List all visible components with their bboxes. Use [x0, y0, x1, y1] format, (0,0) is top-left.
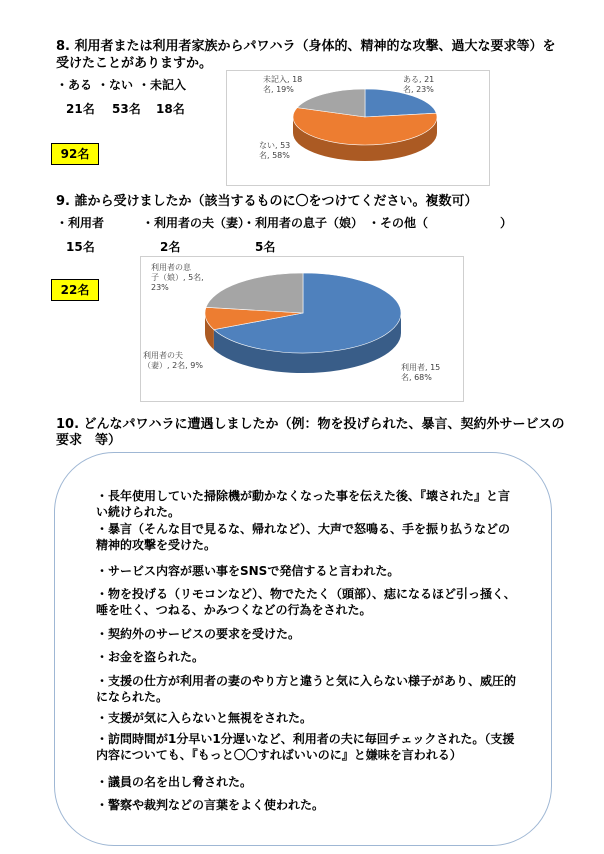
- q8-pie-chart: [226, 70, 490, 186]
- q9-pie-slice-2: [206, 273, 303, 313]
- q10-item-11: ・警察や裁判などの言葉をよく使われた。: [96, 798, 325, 812]
- q9-option-other: ・その他（: [368, 216, 429, 230]
- q9-title: 9. 誰から受けましたか（該当するものに〇をつけてください。複数可）: [56, 194, 478, 209]
- q8-label-nai: ない, 53 名, 58%: [259, 141, 291, 160]
- q10-item-4: ・物を投げる（リモコンなど）、物でたたく（頭部）、痣になるほど引っ掻く、唾を吐く、つねる、かみつくなどの行為をされた。: [96, 587, 516, 617]
- q9-label-spouse: 利用者の夫 （妻）, 2名, 9%: [143, 351, 203, 370]
- q9-total-badge: 22名: [51, 279, 99, 301]
- q9-count-spouse: 2名: [160, 240, 181, 254]
- q9-pie-chart: [140, 256, 464, 402]
- q8-count-aru: 21名: [66, 102, 95, 116]
- q10-item-1: ・長年使用していた掃除機が動かなくなった事を伝えた後、『壊された』と言い続けられた。: [96, 489, 511, 519]
- q9-count-child: 5名: [255, 240, 276, 254]
- q9-label-user: 利用者, 15 名, 68%: [401, 363, 441, 382]
- q8-label-mikinyu: 未記入, 18 名, 19%: [263, 75, 303, 94]
- q9-option-spouse: ・利用者の夫（妻）: [142, 216, 251, 230]
- q8-total-badge: 92名: [51, 143, 99, 165]
- q10-item-9: ・訪問時間が1分早い1分遅いなど、利用者の夫に毎回チェックされた。（支援内容についても、『もっと〇〇すればいいのに』と嫌味を言われる）: [96, 732, 515, 762]
- q10-item-3: ・サービス内容が悪い事をSNSで発信すると言われた。: [96, 564, 400, 578]
- q9-option-child: ・利用者の息子（娘）: [243, 216, 364, 230]
- q9-label-child: 利用者の息 子（娘）, 5名, 23%: [151, 263, 204, 292]
- q10-item-6: ・お金を盗られた。: [96, 650, 205, 664]
- q9-option-user: ・利用者: [56, 216, 105, 230]
- q8-title-line1: 8. 利用者または利用者家族からパワハラ（身体的、精神的な攻撃、過大な要求等）を: [56, 39, 556, 54]
- q8-option-aru: ・ある: [56, 78, 93, 92]
- q8-count-mikinyu: 18名: [156, 102, 185, 116]
- q8-option-mikinyu: ・未記入: [138, 78, 187, 92]
- q10-item-8: ・支援が気に入らないと無視をされた。: [96, 711, 313, 725]
- q9-count-user: 15名: [66, 240, 95, 254]
- q10-item-2: ・暴言（そんな目で見るな、帰れなど）、大声で怒鳴る、手を振り払うなどの精神的攻撃を受けた。: [96, 522, 511, 552]
- q8-title-line2: 受けたことがありますか。: [56, 56, 213, 71]
- q9-option-other-close: ）: [500, 216, 513, 230]
- q10-title-line1: 10. どんなパワハラに遭遇しましたか（例：物を投げられた、暴言、契約外サービスの: [56, 417, 565, 432]
- q8-label-aru: ある, 21 名, 23%: [403, 75, 435, 94]
- q10-item-5: ・契約外のサービスの要求を受けた。: [96, 627, 301, 641]
- q10-item-7: ・支援の仕方が利用者の妻のやり方と違うと気に入らない様子があり、威圧的になられた。: [96, 674, 517, 704]
- q8-option-nai: ・ない: [97, 78, 134, 92]
- q10-item-10: ・議員の名を出し脅された。: [96, 775, 253, 789]
- q10-title-line2: 要求 等）: [56, 433, 122, 448]
- q8-count-nai: 53名: [112, 102, 141, 116]
